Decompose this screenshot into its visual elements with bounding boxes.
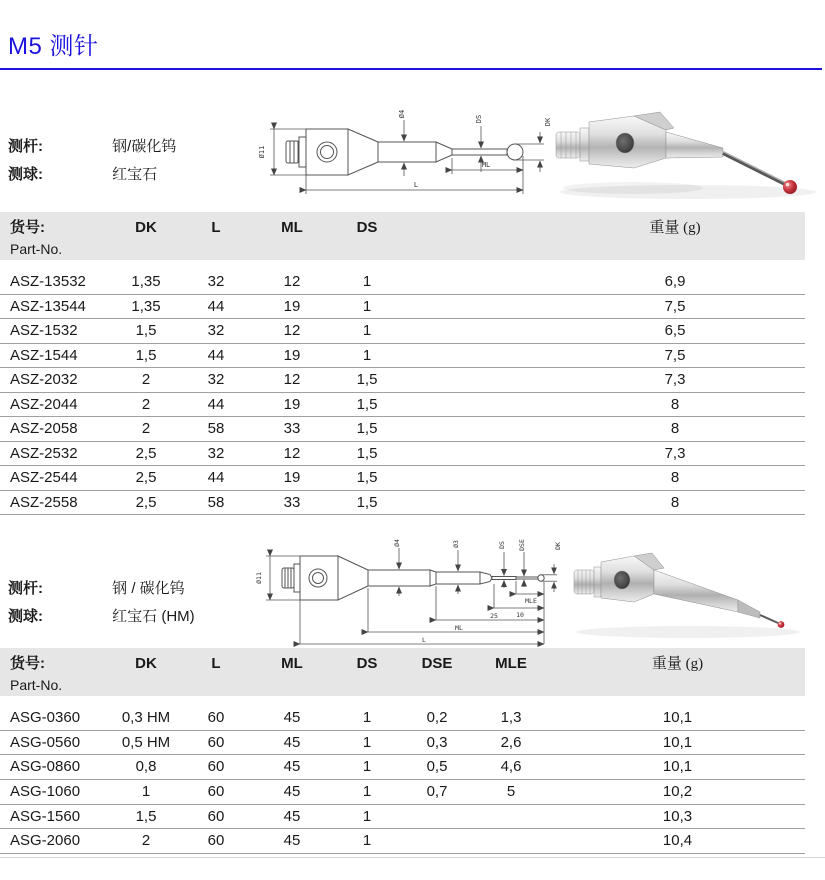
mle-cell: 4,6 [500,758,522,776]
dk-cell: 1,35 [131,273,161,290]
title-rule [0,68,822,70]
spec-row-shaft-2 [8,578,185,600]
dk-cell: 2,5 [135,493,157,511]
part-no-cell: ASZ-13544 [10,297,86,315]
ball-label: 测球: [8,608,43,625]
technical-drawing-1 [256,106,562,204]
weight-cell: 7,3 [664,444,686,462]
dim-label-mle: MLE [525,597,537,605]
ruby-ball [783,180,797,194]
dk-cell: 0,5 HM [121,733,171,751]
weight-cell: 8 [670,469,680,486]
l-cell: 32 [207,444,225,462]
dim-label-d11: Ø11 [255,572,263,584]
table-row [0,295,805,320]
dse-cell [402,805,472,829]
part-no-subheader: Part-No. [10,677,63,693]
part-no-cell: ASG-1560 [10,807,81,825]
ds-cell: 1,5 [356,444,378,462]
dim-label-dse: DSE [518,539,526,551]
ml-cell: 45 [283,733,301,751]
mle-cell [472,829,550,853]
dim-label-25: 25 [490,612,498,620]
col-header-l: L [211,655,221,672]
table-row [0,731,805,756]
stylus-photo-2 [560,540,823,647]
dk-cell: 2 [141,395,151,413]
ml-cell: 12 [283,371,301,388]
table-row [0,368,805,393]
shaft-label: 测杆: [8,580,43,597]
ml-cell: 12 [283,322,301,339]
ruby-ball [778,621,785,628]
stylus-photo-1 [538,98,825,208]
ml-cell: 45 [283,709,301,726]
shaft-label: 测杆: [8,138,43,155]
mle-cell: 5 [506,783,516,801]
ds-cell: 1 [362,832,372,850]
ds-cell: 1 [362,733,372,751]
table1-header [0,212,805,260]
ds-cell: 1 [362,273,372,290]
ml-cell: 19 [283,395,301,413]
weight-header: 重量 (g) [649,220,701,236]
mle-cell: 2,6 [500,733,522,751]
part-no-cell: ASZ-2032 [10,371,78,388]
dim-label-l: L [413,181,419,189]
stylus-shaft [760,615,778,623]
l-cell: 60 [207,733,225,751]
col-header-ml: ML [281,219,303,236]
dse-cell: 0,2 [426,709,448,726]
table2-header [0,648,805,696]
stylus-shaft [723,153,785,184]
dk-cell: 2 [141,832,151,850]
ml-cell: 19 [283,297,301,315]
dim-label-l: L [422,636,426,644]
ml-cell: 19 [283,469,301,486]
dse-cell: 0,7 [426,783,448,801]
ds-cell: 1 [362,758,372,776]
weight-header: 重量 (g) [651,656,704,672]
ds-cell: 1 [362,346,372,364]
dimension-lines [266,548,557,644]
dse-cell: 0,5 [426,758,448,776]
l-cell: 60 [207,832,225,850]
table-row [0,442,805,467]
l-cell: 44 [207,297,225,315]
spec-row-ball-1 [8,164,157,186]
l-cell: 44 [207,395,225,413]
col-header-mle: MLE [495,655,527,672]
stylus-body [574,553,760,618]
table-row [0,755,805,780]
shaft-value: 钢/碳化钨 [112,138,177,155]
part-no-cell: ASG-2060 [10,832,81,850]
dk-cell: 1 [141,783,151,801]
spacer [402,217,545,239]
dk-cell: 2,5 [135,444,157,462]
stylus-outline [282,556,544,600]
part-no-cell: ASZ-2058 [10,420,78,437]
dim-label-ml: ML [481,161,491,169]
mle-cell [472,805,550,829]
part-no-cell: ASZ-1544 [10,346,78,364]
table-row [0,344,805,369]
dse-cell: 0,3 [426,733,448,751]
weight-cell: 8 [670,493,680,511]
ml-cell: 19 [283,346,301,364]
dim-label-dk: DK [544,117,552,127]
part-no-cell: ASG-0360 [10,709,81,726]
l-cell: 44 [207,346,225,364]
dim-label-dk: DK [554,542,562,550]
l-cell: 44 [207,469,225,486]
table-row [0,393,805,418]
table-row [0,780,805,805]
dk-cell: 1,5 [135,322,157,339]
table-row [0,270,805,295]
dse-cell [402,829,472,853]
table-row [0,466,805,491]
weight-cell: 7,5 [664,346,686,364]
l-cell: 32 [207,322,225,339]
dim-label-10: 10 [516,611,524,619]
weight-cell: 8 [670,395,680,413]
dk-cell: 2 [141,420,151,437]
ds-cell: 1 [362,709,372,726]
col-header-dk: DK [135,219,157,236]
dk-cell: 0,8 [135,758,157,776]
weight-cell: 10,2 [662,783,693,801]
table-row [0,805,805,830]
table-row [0,706,805,731]
dk-cell: 1,35 [131,297,161,315]
part-no-cell: ASZ-13532 [10,273,86,290]
ds-cell: 1 [362,297,372,315]
ml-cell: 45 [283,758,301,776]
stylus-body [556,112,723,168]
ds-cell: 1 [362,322,372,339]
dim-label-d11: Ø11 [258,145,266,159]
page-title: M5 测针 [8,33,99,60]
dimension-lines [270,120,544,194]
part-no-cell: ASZ-2044 [10,395,78,413]
col-header-ds: DS [356,655,378,672]
l-cell: 60 [207,807,225,825]
table-row [0,491,805,516]
dim-label-ml: ML [455,624,463,632]
part-no-cell: ASG-0560 [10,733,81,751]
col-header-l: L [211,219,221,236]
ml-cell: 45 [283,832,301,850]
l-cell: 60 [207,709,225,726]
mle-cell: 1,3 [500,709,522,726]
dk-cell: 2,5 [135,469,157,486]
l-cell: 58 [207,493,225,511]
dk-cell: 1,5 [135,346,157,364]
bottom-divider [0,857,825,858]
part-no-cell: ASZ-1532 [10,322,78,339]
dk-cell: 1,5 [135,807,157,825]
ds-cell: 1,5 [356,395,378,413]
table-row [0,319,805,344]
part-no-cell: ASZ-2532 [10,444,78,462]
l-cell: 32 [207,371,225,388]
dk-cell: 2 [141,371,151,388]
spec-row-ball-2 [8,606,195,628]
part-no-header: 货号: [10,655,45,672]
part-no-cell: ASZ-2558 [10,493,78,511]
ds-cell: 1,5 [356,371,378,388]
ball-value: 红宝石 (HM) [112,608,195,625]
ds-cell: 1 [362,783,372,801]
l-cell: 60 [207,758,225,776]
spec-row-shaft-1 [8,136,176,158]
weight-cell: 10,1 [662,709,693,726]
ds-cell: 1 [362,807,372,825]
technical-drawing-2 [254,536,564,648]
weight-cell: 10,1 [662,758,693,776]
col-header-ml: ML [281,655,303,672]
ball-label: 测球: [8,166,43,183]
shaft-value: 钢 / 碳化钨 [112,580,185,597]
weight-cell: 6,5 [664,322,686,339]
weight-cell: 10,1 [662,733,693,751]
ml-cell: 12 [283,273,301,290]
l-cell: 32 [207,273,225,290]
col-header-dk: DK [135,655,157,672]
photo-shadow [576,626,800,638]
table-row [0,417,805,442]
part-no-cell: ASG-0860 [10,758,81,776]
part-no-header: 货号: [10,219,45,236]
ml-cell: 33 [283,420,301,437]
table1-rows [0,270,805,515]
weight-cell: 6,9 [664,273,686,290]
weight-cell: 7,3 [664,371,686,388]
weight-cell: 8 [670,420,680,437]
weight-cell: 10,4 [662,832,693,850]
part-no-cell: ASZ-2544 [10,469,78,486]
l-cell: 60 [207,783,225,801]
dim-label-ds: DS [475,114,483,124]
col-header-dse: DSE [421,655,453,672]
dim-label-ds: DS [498,541,506,549]
ml-cell: 45 [283,807,301,825]
ds-cell: 1,5 [356,493,378,511]
part-no-subheader: Part-No. [10,241,63,257]
table2-rows [0,706,805,854]
ball-value: 红宝石 [112,166,158,183]
ml-cell: 33 [283,493,301,511]
dim-label-d4: Ø4 [398,109,406,119]
dim-label-d4: Ø4 [393,539,401,547]
ml-cell: 45 [283,783,301,801]
part-no-cell: ASG-1060 [10,783,81,801]
weight-cell: 10,3 [662,807,693,825]
dk-cell: 0,3 HM [121,709,171,726]
col-header-ds: DS [356,219,378,236]
ds-cell: 1,5 [356,420,378,437]
l-cell: 58 [207,420,225,437]
dim-label-d3: Ø3 [452,540,460,548]
ml-cell: 12 [283,444,301,462]
table-row [0,829,805,854]
weight-cell: 7,5 [664,297,686,315]
ds-cell: 1,5 [356,469,378,486]
